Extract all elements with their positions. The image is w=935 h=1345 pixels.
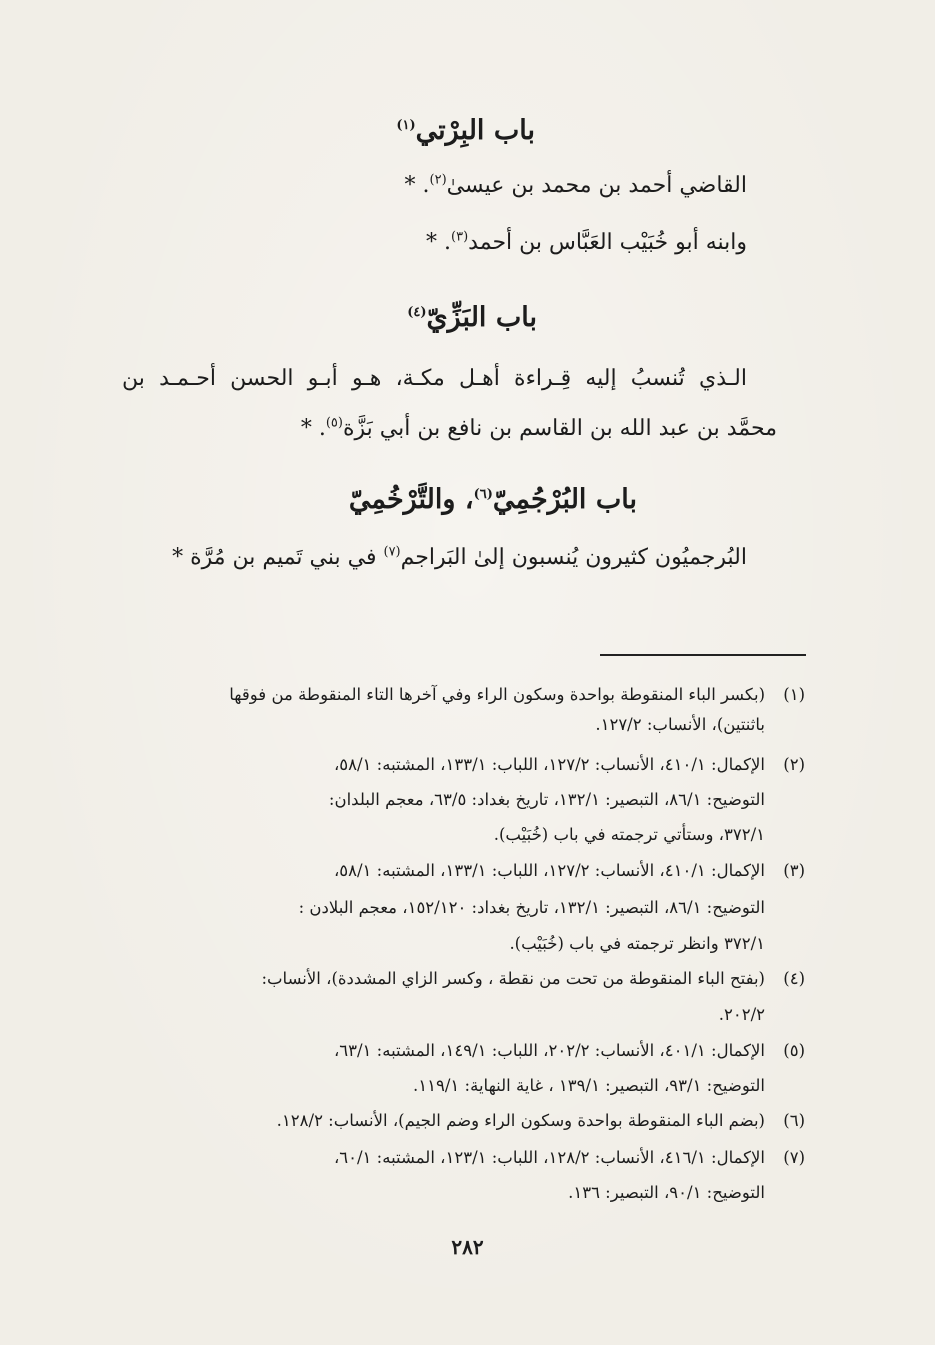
line-end: . * xyxy=(404,173,430,198)
footnote-number: (١) xyxy=(783,685,805,704)
section-heading xyxy=(396,115,535,146)
footnote xyxy=(120,1040,805,1100)
footnote-line: ٣٧٢/١، وستأتي ترجمته في باب (خُبَيْب). xyxy=(493,825,765,844)
body-line xyxy=(122,366,747,391)
footnote-ref: (٥) xyxy=(325,415,343,431)
section-heading xyxy=(407,302,537,333)
footnote-line: (بفتح الباء المنقوطة من تحت من نقطة ، وكسر الزاي المشددة)، الأنساب: xyxy=(261,969,765,988)
footnote-ref: (٣) xyxy=(451,229,469,245)
footnote-line: الإكمال: ٤١٦/١، الأنساب: ١٢٨/٢، اللباب: ١٢٣/١، المشتبه: ٦٠/١، xyxy=(333,1148,765,1167)
section-heading xyxy=(349,484,637,515)
footnote-number: (٥) xyxy=(783,1041,805,1060)
footnote-line: (بضم الباء المنقوطة بواحدة وسكون الراء وضم الجيم)، الأنساب: ١٢٨/٢. xyxy=(276,1111,765,1130)
footnote-line: التوضيح: ٩٠/١، التبصير: ١٣٦. xyxy=(568,1183,765,1202)
line-end: . * xyxy=(300,416,326,441)
footnote-number: (٤) xyxy=(783,969,805,988)
footnote-ref: (٤) xyxy=(407,305,427,320)
footnote-line: الإكمال: ٤١٠/١، الأنساب: ١٢٧/٢، اللباب: ١٣٣/١، المشتبه: ٥٨/١، xyxy=(333,755,765,774)
line-text: القاضي أحمد بن محمد بن عيسىٰ xyxy=(446,173,747,198)
line-end: . * xyxy=(426,230,452,255)
footnote xyxy=(120,684,805,734)
footnote-ref: (٦) xyxy=(473,487,493,502)
line-end: في بني تَميم بن مُرَّة * xyxy=(172,545,384,570)
line-text: وابنه أبو خُبَيْب العَبَّاس بن أحمد xyxy=(468,230,747,255)
footnote-number: (٧) xyxy=(783,1148,805,1167)
footnote-line: ٣٧٢/١ وانظر ترجمته في باب (خُبَيْب). xyxy=(509,934,765,953)
footnote-line: الإكمال: ٤١٠/١، الأنساب: ١٢٧/٢، اللباب: ١٣٣/١، المشتبه: ٥٨/١، xyxy=(333,861,765,880)
footnote-number: (٦) xyxy=(783,1111,805,1130)
footnote-line: التوضيح: ٨٦/١، التبصير: ١٣٢/١، تاريخ بغداد: ٦٣/٥، معجم البلدان: xyxy=(328,790,765,809)
footnote-line: التوضيح: ٩٣/١، التبصير: ١٣٩/١ ، غاية النهاية: ١١٩/١. xyxy=(413,1076,765,1095)
heading-text: باب البِرْتي xyxy=(415,115,535,146)
footnote xyxy=(120,1110,805,1136)
footnote xyxy=(120,754,805,844)
body-line xyxy=(301,416,777,441)
line-text: محمَّد بن عبد الله بن القاسم بن نافع بن أبي بَزَّة xyxy=(342,416,777,441)
body-line xyxy=(426,230,747,255)
footnote-number: (٣) xyxy=(783,861,805,880)
heading-text: باب البَزِّيّ xyxy=(426,302,537,333)
footnote xyxy=(120,968,805,1028)
footnote-line: التوضيح: ٨٦/١، التبصير: ١٣٢/١، تاريخ بغداد: ١٥٢/١٢٠، معجم البلادن : xyxy=(298,898,765,917)
heading-text: باب البُرْجُمِيّ xyxy=(492,484,637,515)
footnote-line: الإكمال: ٤٠١/١، الأنساب: ٢٠٢/٢، اللباب: ١٤٩/١، المشتبه: ٦٣/١، xyxy=(333,1041,765,1060)
footnote-number: (٢) xyxy=(783,755,805,774)
line-text: الـذي تُنسبُ إليه قِـراءة أهـل مكـة، هـو أبـو الحسن أحـمـد بن xyxy=(122,366,747,391)
footnote-line: (بكسر الباء المنقوطة بواحدة وسكون الراء وفي آخرها التاء المنقوطة من فوقها xyxy=(229,685,765,704)
footnote-line: باثنتين)، الأنساب: ١٢٧/٢. xyxy=(595,715,765,734)
footnote xyxy=(120,1147,805,1207)
heading-tail: ، والتَّرْخُمِيّ xyxy=(348,484,474,515)
line-text: البُرجميُون كثيرون يُنسبون إلىٰ البَراجم xyxy=(400,545,747,570)
body-line xyxy=(405,173,747,198)
footnote-separator xyxy=(600,654,806,656)
footnote-ref: (١) xyxy=(396,118,416,133)
footnote-line: ٢٠٢/٢. xyxy=(718,1005,765,1024)
body-line xyxy=(172,545,747,570)
footnote-ref: (٢) xyxy=(429,172,447,188)
footnote xyxy=(120,860,805,953)
footnote-ref: (٧) xyxy=(383,544,401,560)
page-number: ٢٨٢ xyxy=(451,1235,484,1259)
